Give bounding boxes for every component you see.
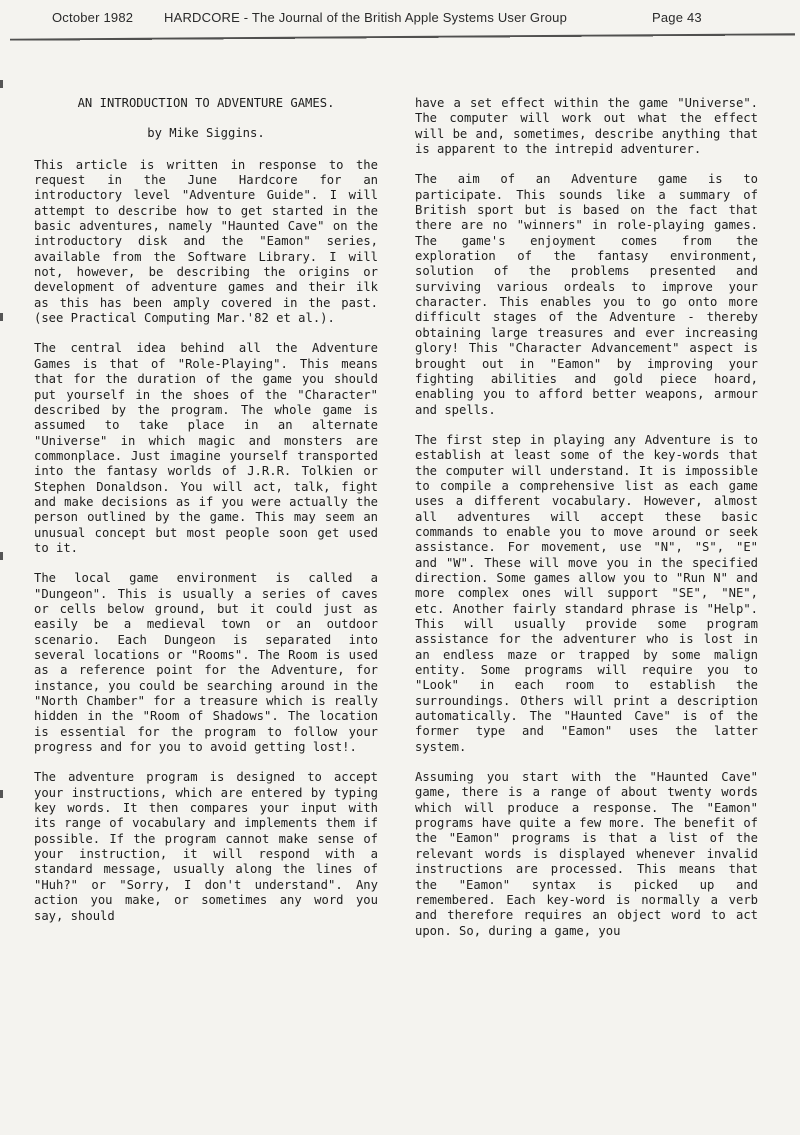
binding-mark [0,552,3,560]
binding-mark [0,790,3,798]
left-column [34,96,378,939]
header-date: October 1982 [52,10,134,25]
paragraph: The adventure program is designed to accept your instructions, which are entered by typing key words. It then compares your input with its range of vocabulary and implements them if possible. If the program cannot make sense of your instruction, it will respond with a standard message, usually along the lines of "Huh?" or "Sorry, I don't understand". Any action you make, or sometimes any word you say, should [34,770,378,923]
paragraph: The first step in playing any Adventure is to establish at least some of the key-words that the computer will understand. It is impossible to compile a comprehensive list as each game uses a different vocabulary. However, almost all adventures will accept these basic commands to enable you to move around or seek assistance. For movement, use "N", "S", "E" and "W". These will move you in the specified direction. Some games allow you to "Run N" and more complex ones will support "SE", "NE", etc. Another fairly standard phrase is "Help". This will usually provide some program assistance for the adventurer who is lost in an endless maze or trapped by some malign entity. Some programs will require you to "Look" in each room to establish the surroundings. Others will print a description automatically. The "Haunted Cave" is of the former type and "Eamon" uses the latter system. [415,432,758,754]
header-page-number: Page 43 [652,10,702,25]
binding-mark [0,80,3,88]
binding-mark [0,313,3,321]
article-title: AN INTRODUCTION TO ADVENTURE GAMES. [77,96,335,110]
article-byline: by Mike Siggins. [147,126,265,141]
page-header [52,10,752,25]
right-column [415,96,758,954]
paragraph: have a set effect within the game "Universe". The computer will work out what the effect will be and, sometimes, describe anything that is apparent to the intrepid adventurer. [415,96,758,157]
paragraph: The local game environment is called a "Dungeon". This is usually a series of caves or cells below ground, but it could just as easily be a medieval town or an outdoor scenario. Each Dungeon is separated into several locations or "Rooms". The Room is used as a reference point for the Adventure, for instance, you could be searching around in the "North Chamber" for a treasure which is really hidden in the "Room of Shadows". The location is essential for the program to follow your progress and for you to avoid getting lost!. [34,571,378,755]
paragraph: Assuming you start with the "Haunted Cave" game, there is a range of about twenty words which will produce a response. The "Eamon" programs have quite a few more. The benefit of the "Eamon" programs is that a list of the relevant words is displayed whenever invalid instructions are processed. This means that the "Eamon" syntax is picked up and remembered. Each key-word is normally a verb and therefore requires an object word to act upon. So, during a game, you [415,770,758,938]
paragraph: The central idea behind all the Adventure Games is that of "Role-Playing". This means that for the duration of the game you should put yourself in the shoes of the "Character" described by the program. The whole game is assumed to take place in an alternate "Universe" in which magic and monsters are commonplace. Just imagine yourself transported into the fantasy worlds of J.R.R. Tolkien or Stephen Donaldson. You will act, talk, fight and make decisions as if you were actually the person outlined by the game. This may seem an unusual concept but most people soon get used to it. [34,341,378,555]
paragraph: This article is written in response to the request in the June Hardcore for an introductory level "Adventure Guide". I will attempt to describe how to get started in the basic adventures, namely "Haunted Cave" on the introductory disk and the "Eamon" series, available from the Software Library. I will not, however, be describing the origins or development of adventure games and their ilk as this has been amply covered in the past. (see Practical Computing Mar.'82 et al.). [34,157,378,326]
header-journal-title: HARDCORE - The Journal of the British Apple Systems User Group [164,10,568,25]
paragraph: The aim of an Adventure game is to participate. This sounds like a summary of British sport but is based on the fact that there are no "winners" in role-playing games. The game's enjoyment comes from the exploration of the fantasy environment, solution of the problems presented and surviving various ordeals to improve your character. This enables you to go onto more difficult stages of the Adventure - thereby obtaining large treasures and ever increasing glory! This "Character Advancement" aspect is brought out in "Eamon" by improving your fighting abilities and gold piece hoard, enabling you to afford better weapons, armour and spells. [415,172,758,417]
header-rule [10,33,795,42]
